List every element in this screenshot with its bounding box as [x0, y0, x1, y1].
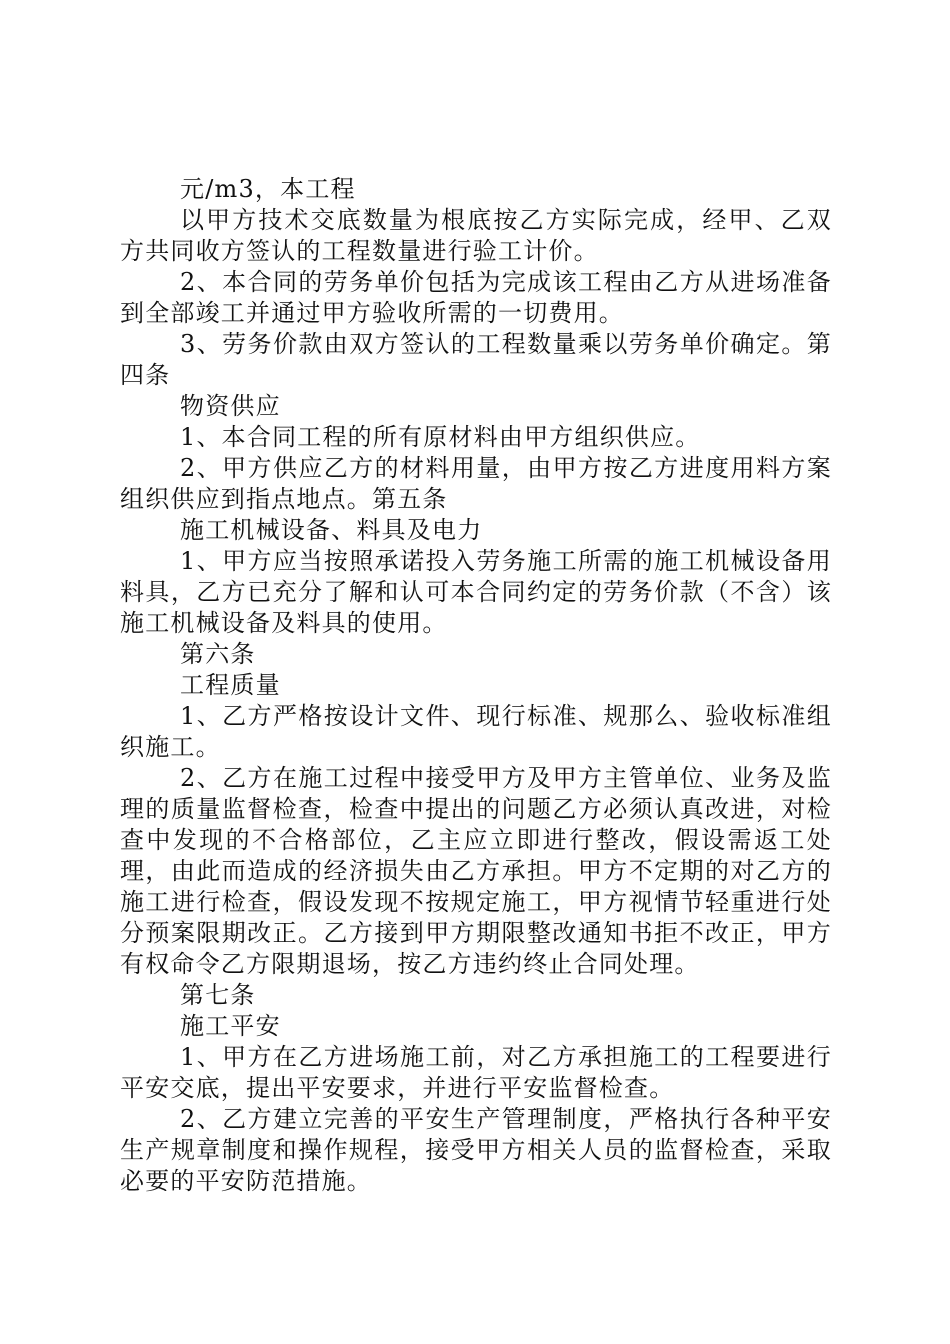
heading-material-supply: 物资供应 — [180, 392, 281, 420]
paragraph-clause-3-2: 2、本合同的劳务单价包括为完成该工程由乙方从进场准备到全部竣工并通过甲方验收所需的一切费用。 — [120, 268, 832, 327]
article-six-label: 第六条 — [180, 640, 256, 668]
paragraph-clause-4-2: 2、甲方供应乙方的材料用量，由甲方按乙方进度用料方案组织供应到指点地点。第五条 — [120, 454, 832, 513]
paragraph-measurement-basis: 以甲方技术交底数量为根底按乙方实际完成，经甲、乙双方共同收方签认的工程数量进行验工计价。 — [120, 206, 832, 265]
heading-safety: 施工平安 — [180, 1012, 281, 1040]
paragraph-clause-6-1: 1、乙方严格按设计文件、现行标准、规那么、验收标准组织施工。 — [120, 702, 832, 761]
paragraph-clause-7-2: 2、乙方建立完善的平安生产管理制度，严格执行各种平安生产规章制度和操作规程，接受甲方相关人员的监督检查，采取必要的平安防范措施。 — [120, 1105, 832, 1195]
heading-quality: 工程质量 — [180, 671, 281, 699]
paragraph-price-unit: 元/m3，本工程 — [180, 175, 356, 203]
paragraph-clause-5-1: 1、甲方应当按照承诺投入劳务施工所需的施工机械设备用料具，乙方已充分了解和认可本合同约定的劳务价款（不含）该施工机械设备及料具的使用。 — [120, 547, 832, 637]
paragraph-clause-3-3: 3、劳务价款由双方签认的工程数量乘以劳务单价确定。第四条 — [120, 330, 832, 389]
article-seven-label: 第七条 — [180, 981, 256, 1009]
paragraph-clause-6-2: 2、乙方在施工过程中接受甲方及甲方主管单位、业务及监理的质量监督检查，检查中提出的问题乙方必须认真改进，对检查中发现的不合格部位，乙主应立即进行整改，假设需返工处理，由此而造成的经济损失由乙方承担。甲方不定期的对乙方的施工进行检查，假设发现不按规定施工，甲方视情节轻重进行处分预案限期改正。乙方接到甲方期限整改通知书拒不改正，甲方有权命令乙方限期退场，按乙方违约终止合同处理。 — [120, 764, 832, 978]
heading-equipment-power: 施工机械设备、料具及电力 — [180, 516, 483, 544]
paragraph-clause-4-1: 1、本合同工程的所有原材料由甲方组织供应。 — [180, 423, 701, 451]
document-body — [120, 174, 832, 1197]
paragraph-clause-7-1: 1、甲方在乙方进场施工前，对乙方承担施工的工程要进行平安交底，提出平安要求，并进行平安监督检查。 — [120, 1043, 832, 1102]
